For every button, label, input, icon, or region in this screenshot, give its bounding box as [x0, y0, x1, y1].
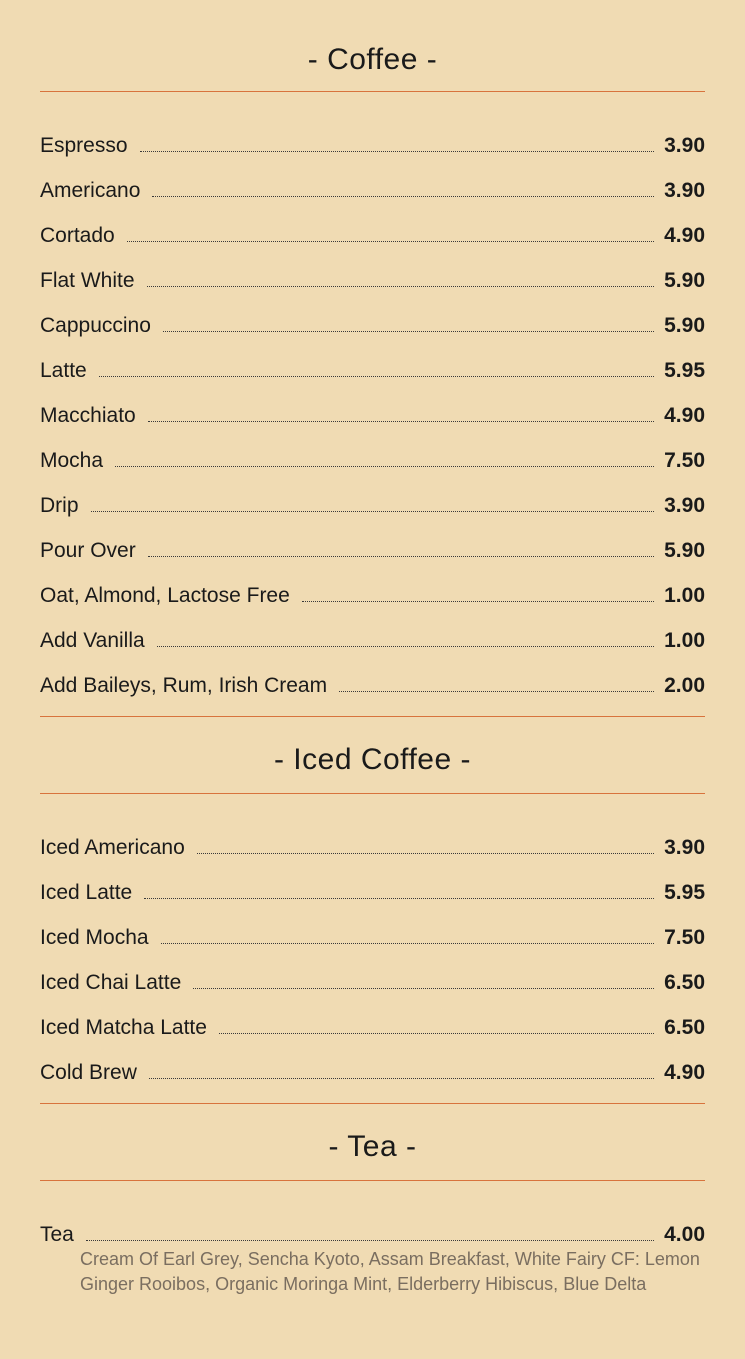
- menu: [40, 0, 705, 1297]
- item-price: 6.50: [664, 971, 705, 994]
- item-price: 5.95: [664, 881, 705, 904]
- item-name: Cappuccino: [40, 314, 151, 337]
- menu-item[interactable]: [40, 528, 705, 573]
- item-name: Espresso: [40, 134, 128, 157]
- menu-item[interactable]: [40, 825, 705, 870]
- item-name: Flat White: [40, 269, 135, 292]
- menu-item[interactable]: [40, 1050, 705, 1095]
- item-name: Macchiato: [40, 404, 136, 427]
- menu-item[interactable]: [40, 213, 705, 258]
- section-title: - Iced Coffee -: [273, 743, 472, 776]
- menu-item[interactable]: [40, 960, 705, 1005]
- menu-item[interactable]: [40, 915, 705, 960]
- dot-leader: [127, 213, 654, 242]
- menu-item[interactable]: [40, 348, 705, 393]
- item-name: Oat, Almond, Lactose Free: [40, 584, 290, 607]
- dot-leader: [193, 960, 654, 989]
- item-name: Latte: [40, 359, 87, 382]
- menu-item[interactable]: [40, 168, 705, 213]
- item-name: Drip: [40, 494, 79, 517]
- dot-leader: [115, 438, 654, 467]
- item-name: Iced Latte: [40, 881, 133, 904]
- item-price: 5.95: [664, 359, 705, 382]
- menu-item[interactable]: [40, 303, 705, 348]
- item-name: Iced Chai Latte: [40, 971, 182, 994]
- item-name: Pour Over: [40, 539, 136, 562]
- dot-leader: [163, 303, 654, 332]
- item-price: 4.90: [664, 404, 705, 427]
- section-header-iced-coffee: [40, 717, 705, 794]
- item-price: 5.90: [664, 314, 705, 337]
- item-price: 4.90: [664, 224, 705, 247]
- item-price: 3.90: [664, 134, 705, 157]
- menu-item[interactable]: [40, 870, 705, 915]
- dot-leader: [157, 618, 654, 647]
- item-price: 7.50: [664, 449, 705, 472]
- section-header-tea: [40, 1104, 705, 1181]
- item-name: Add Vanilla: [40, 629, 145, 652]
- menu-item[interactable]: [40, 618, 705, 663]
- section-title: - Tea -: [328, 1130, 417, 1163]
- item-name: Add Baileys, Rum, Irish Cream: [40, 674, 328, 697]
- item-name: Iced Americano: [40, 836, 185, 859]
- dot-leader: [99, 348, 654, 377]
- item-price: 3.90: [664, 179, 705, 202]
- menu-item[interactable]: [40, 483, 705, 528]
- menu-items-tea: [40, 1181, 705, 1297]
- item-price: 2.00: [664, 674, 705, 697]
- dot-leader: [152, 168, 654, 197]
- menu-items-coffee: [40, 92, 705, 708]
- section-header-coffee: [40, 0, 705, 92]
- item-price: 7.50: [664, 926, 705, 949]
- dot-leader: [148, 528, 654, 557]
- dot-leader: [219, 1005, 654, 1034]
- item-price: 5.90: [664, 269, 705, 292]
- menu-item[interactable]: [40, 1005, 705, 1050]
- item-name: Cortado: [40, 224, 115, 247]
- dot-leader: [140, 123, 655, 152]
- spacer: [40, 708, 705, 716]
- item-name: Tea: [40, 1223, 74, 1246]
- item-price: 6.50: [664, 1016, 705, 1039]
- dot-leader: [147, 258, 655, 287]
- item-description: Cream Of Earl Grey, Sencha Kyoto, Assam Breakfast, White Fairy CF: Lemon Ginger Rooibos, Organic Moringa Mint, Elderberry Hibiscus, Blue Delta: [80, 1249, 700, 1294]
- item-price: 1.00: [664, 629, 705, 652]
- dot-leader: [144, 870, 654, 899]
- menu-item[interactable]: [40, 663, 705, 708]
- section-title: - Coffee -: [307, 42, 438, 76]
- item-price: 3.90: [664, 836, 705, 859]
- item-price: 3.90: [664, 494, 705, 517]
- dot-leader: [91, 483, 655, 512]
- item-price: 4.00: [664, 1223, 705, 1246]
- item-name: Americano: [40, 179, 141, 202]
- dot-leader: [149, 1050, 654, 1079]
- item-price: 1.00: [664, 584, 705, 607]
- menu-item[interactable]: [40, 573, 705, 618]
- menu-item[interactable]: [40, 258, 705, 303]
- item-price: 4.90: [664, 1061, 705, 1084]
- dot-leader: [86, 1212, 654, 1241]
- spacer: [40, 1095, 705, 1103]
- item-name: Iced Matcha Latte: [40, 1016, 207, 1039]
- item-price: 5.90: [664, 539, 705, 562]
- menu-items-iced-coffee: [40, 794, 705, 1095]
- item-name: Cold Brew: [40, 1061, 137, 1084]
- dot-leader: [148, 393, 654, 422]
- menu-item[interactable]: [40, 393, 705, 438]
- item-name: Iced Mocha: [40, 926, 149, 949]
- dot-leader: [302, 573, 654, 602]
- menu-item[interactable]: [40, 438, 705, 483]
- menu-item[interactable]: [40, 123, 705, 168]
- dot-leader: [339, 663, 654, 692]
- dot-leader: [197, 825, 654, 854]
- dot-leader: [161, 915, 655, 944]
- item-name: Mocha: [40, 449, 104, 472]
